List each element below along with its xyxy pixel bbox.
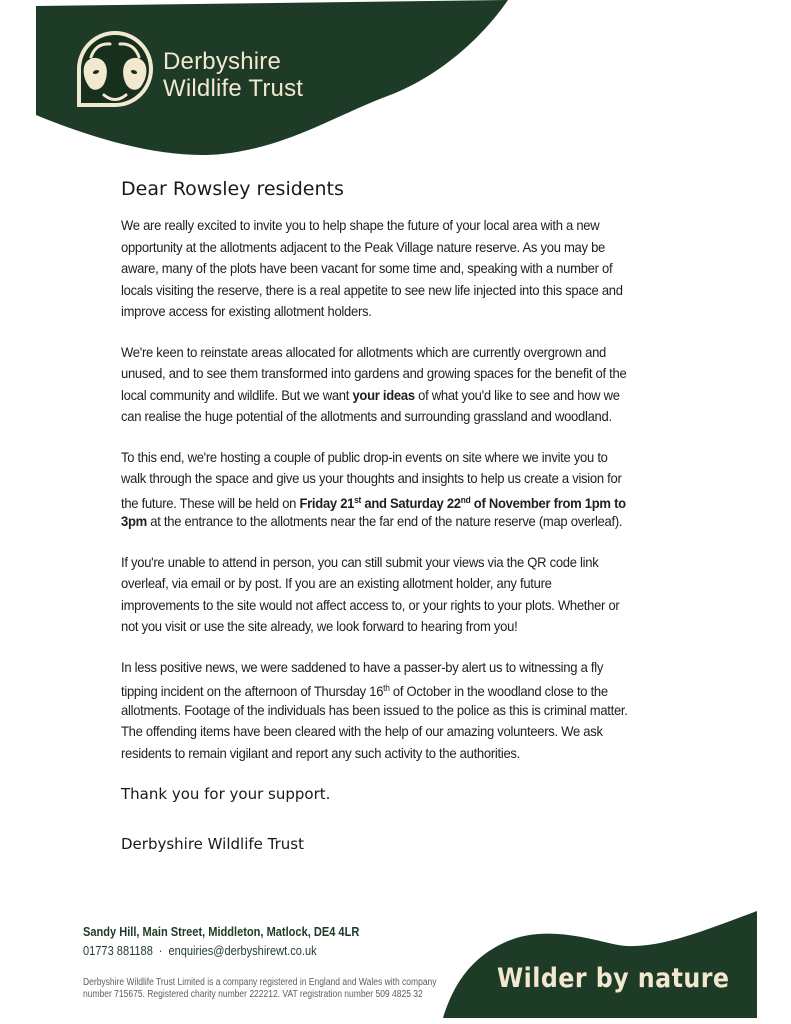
text-line	[121, 573, 679, 595]
footer-address: Sandy Hill, Main Street, Middleton, Matlock, DE4 4LR	[83, 924, 360, 939]
paragraph	[121, 657, 679, 765]
footer-phone: 01773 881188	[83, 943, 153, 958]
tagline: Wilder by nature	[497, 963, 730, 994]
text-segment: If you're unable to attend in person, you can still submit your views via the QR code link	[121, 553, 599, 570]
text-segment: improvements to the site would not affect access to, or your rights to your plots. Whether or	[121, 596, 620, 613]
letter-body	[121, 215, 679, 764]
text-line	[121, 342, 679, 364]
text-line	[121, 552, 679, 574]
text-segment: of November from 1pm to	[470, 494, 626, 511]
text-segment: and Saturday 22	[361, 494, 461, 511]
text-line	[121, 215, 679, 237]
text-segment: residents to remain vigilant and report any such activity to the authorities.	[121, 744, 520, 761]
text-segment: walk through the space and give us your thoughts and insights to help us create a vision for	[121, 470, 622, 486]
text-line	[121, 468, 679, 490]
text-segment: local community and wildlife. But we want	[121, 386, 353, 403]
text-line	[121, 280, 679, 302]
text-line	[121, 743, 679, 765]
text-line	[121, 721, 679, 743]
text-segment: locals visiting the reserve, there is a real appetite to see new life injected into this space and	[121, 281, 623, 298]
paragraph	[121, 215, 679, 323]
text-segment: improve access for existing allotment holders.	[121, 303, 372, 319]
letter-content	[121, 176, 721, 855]
text-line	[121, 237, 679, 259]
text-line	[121, 490, 679, 512]
paragraph	[121, 447, 679, 533]
text-segment: th	[383, 683, 390, 693]
text-segment: unused, and to see them transformed into gardens and growing spaces for the benefit of the	[121, 365, 627, 381]
logo-wordmark-line2: Wildlife Trust	[163, 75, 304, 102]
text-segment: at the entrance to the allotments near the far end of the nature reserve (map overleaf).	[146, 513, 623, 529]
footer-banner-shape	[0, 884, 791, 1024]
text-line	[121, 700, 679, 722]
text-line	[121, 447, 679, 469]
paragraph	[121, 342, 679, 428]
text-segment: st	[354, 494, 362, 505]
text-line	[121, 363, 679, 385]
text-segment: opportunity at the allotments adjacent to the Peak Village nature reserve. As you may be	[121, 238, 606, 255]
signature-line: Derbyshire Wildlife Trust	[121, 835, 304, 853]
text-segment: can realise the huge potential of the allotments and surrounding grassland and woodland.	[121, 408, 612, 424]
text-segment: allotments. Footage of the individuals has been issued to the police as this is criminal matter.	[121, 701, 628, 718]
text-segment: aware, many of the plots have been vacant for some time and, speaking with a number of	[121, 260, 613, 276]
text-segment: tipping incident on the afternoon of Thursday 16	[121, 683, 384, 699]
logo-wordmark-line1: Derbyshire	[163, 48, 282, 75]
text-line	[121, 511, 679, 533]
text-segment: of October in the woodland close to the	[389, 683, 608, 699]
text-segment: The offending items have been cleared with the help of our amazing volunteers. We ask	[121, 723, 603, 739]
text-line	[121, 258, 679, 280]
salutation: Dear Rowsley residents	[121, 178, 344, 200]
text-segment: To this end, we're hosting a couple of public drop-in events on site where we invite you to	[121, 448, 608, 465]
text-segment: We are really excited to invite you to help shape the future of your local area with a new	[121, 217, 600, 233]
text-line	[121, 678, 679, 700]
text-line	[121, 657, 679, 679]
logo-wordmark	[163, 48, 303, 102]
text-segment: your ideas	[352, 386, 415, 403]
footer-separator: ·	[158, 943, 163, 958]
text-segment: We're keen to reinstate areas allocated for allotments which are currently overgrown and	[121, 343, 607, 360]
text-segment: not you visit or use the site already, we look forward to hearing from you!	[121, 618, 518, 634]
text-segment: nd	[460, 494, 471, 505]
text-line	[121, 301, 679, 323]
text-line	[121, 406, 679, 428]
text-segment: Friday 21	[299, 494, 355, 511]
badger-logo-icon	[77, 31, 153, 109]
footer-legal-line2: number 715675. Registered charity number 222212. VAT registration number 509 4825 32	[83, 988, 423, 1000]
paragraph	[121, 552, 679, 638]
text-line	[121, 595, 679, 617]
closing-line: Thank you for your support.	[121, 785, 331, 803]
footer-legal-line1: Derbyshire Wildlife Trust Limited is a company registered in England and Wales with company	[83, 977, 437, 988]
text-line	[121, 616, 679, 638]
text-line	[121, 385, 679, 407]
footer-email: enquiries@derbyshirewt.co.uk	[168, 943, 317, 958]
text-segment: of what you'd like to see and how we	[414, 386, 620, 403]
text-segment: overleaf, via email or by post. If you are an existing allotment holder, any future	[121, 575, 552, 591]
text-segment: In less positive news, we were saddened to have a passer-by alert us to witnessing a fly	[121, 658, 604, 675]
text-segment: the future. These will be held on	[121, 494, 300, 511]
text-segment: 3pm	[121, 513, 147, 529]
